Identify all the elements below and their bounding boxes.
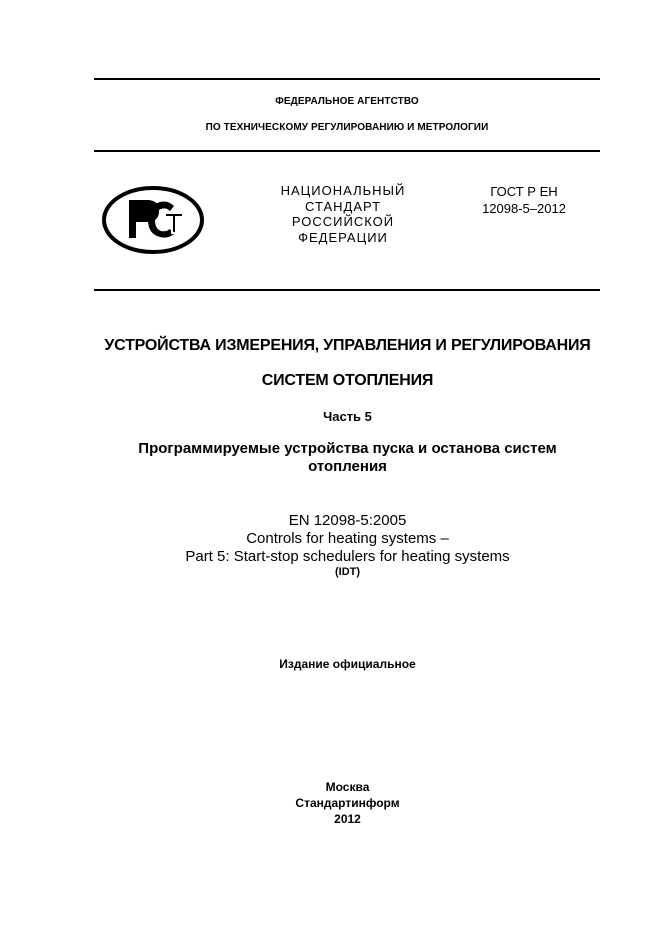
edition-label: Издание официальное [279, 657, 416, 671]
agency-name-line1: ФЕДЕРАЛЬНОЕ АГЕНТСТВО [275, 96, 419, 107]
top-rule [94, 78, 600, 80]
national-standard-label [262, 183, 424, 245]
subtitle-line1: Программируемые устройства пуска и останова систем [138, 440, 557, 457]
en-title-line2: Part 5: Start-stop schedulers for heating systems [185, 548, 510, 565]
document-title-line1: УСТРОЙСТВА ИЗМЕРЕНИЯ, УПРАВЛЕНИЯ И РЕГУЛИРОВАНИЯ [104, 337, 591, 354]
standard-line: РОССИЙСКОЙ [291, 214, 395, 229]
gost-number: 12098-5–2012 [482, 201, 566, 216]
gost-code: ГОСТ Р ЕН [490, 184, 558, 199]
subtitle-line2: отопления [308, 458, 387, 475]
equivalence-label: (IDT) [334, 566, 361, 578]
publisher-city: Москва [325, 780, 370, 794]
agency-name-line2: ПО ТЕХНИЧЕСКОМУ РЕГУЛИРОВАНИЮ И МЕТРОЛОГИИ [205, 122, 489, 133]
standard-line: СТАНДАРТ [304, 198, 382, 214]
part-label: Часть 5 [323, 409, 372, 424]
standard-line: ФЕДЕРАЦИИ [298, 229, 388, 245]
publisher-name: Стандартинформ [295, 796, 400, 810]
publication-year: 2012 [334, 812, 361, 826]
document-title-line2: СИСТЕМ ОТОПЛЕНИЯ [261, 372, 434, 389]
en-standard-code: EN 12098-5:2005 [288, 512, 407, 529]
en-title-line1: Controls for heating systems – [246, 530, 449, 547]
logo-bottom-rule [94, 289, 600, 291]
header-bottom-rule [94, 150, 600, 152]
rst-logo [102, 186, 204, 254]
standard-line: НАЦИОНАЛЬНЫЙ [280, 183, 406, 198]
gost-designation [468, 183, 580, 217]
